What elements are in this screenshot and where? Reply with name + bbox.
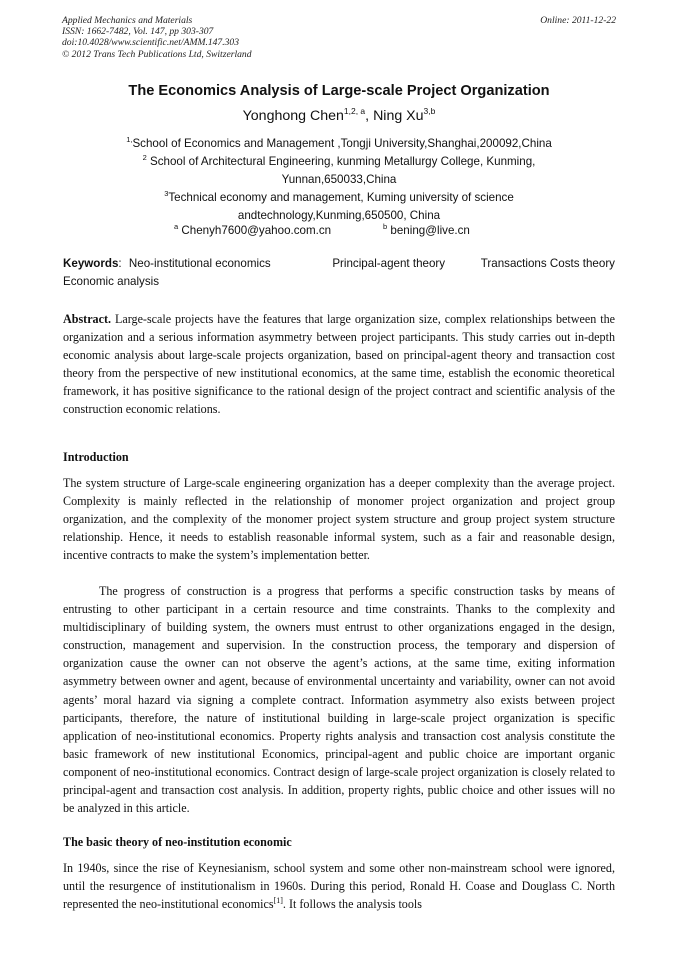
keyword: Economic analysis	[63, 275, 160, 288]
affiliation-text: Yunnan,650033,China	[281, 173, 397, 186]
keywords-label: Keywords	[63, 257, 119, 270]
paragraph-text: In 1940s, since the rise of Keynesianism, school system and some other non-mainstream school were ignored, until the resurgence of institutionalism in 1960s. During this period, Ronald H. Coase and Douglass C. North represented the neo-institutional economics	[63, 861, 615, 912]
author-line	[0, 108, 678, 124]
email-b	[383, 224, 470, 237]
paragraph	[63, 582, 615, 817]
keyword: Transactions Costs theory	[480, 257, 615, 270]
author-affiliation-mark: 1,2, a	[343, 106, 366, 116]
paper-title: The Economics Analysis of Large-scale Project Organization	[128, 83, 550, 99]
affiliation-3	[0, 189, 678, 225]
affiliation-text: School of Economics and Management ,Tongji University,Shanghai,200092,China	[132, 137, 552, 150]
section-heading: The basic theory of neo-institution economic	[63, 835, 292, 849]
keywords-colon: :	[118, 257, 122, 270]
affiliation-text: andtechnology,Kunming,650500, China	[237, 209, 441, 222]
paragraph	[63, 859, 615, 913]
email-text: Chenyh7600@yahoo.com.cn	[181, 224, 332, 237]
email-a	[174, 224, 331, 237]
email-mark: a	[174, 222, 179, 231]
section-heading: Introduction	[63, 450, 129, 464]
abstract	[63, 310, 615, 419]
keyword: Neo-institutional economics	[128, 257, 271, 270]
copyright-line: © 2012 Trans Tech Publications Ltd, Switzerland	[62, 48, 252, 60]
journal-header	[62, 15, 616, 60]
paragraph-text: . It follows the analysis tools	[282, 897, 422, 912]
affiliation-text: Technical economy and management, Kuming university of science	[168, 191, 514, 204]
email-text: bening@live.cn	[390, 224, 470, 237]
author-name: Ning Xu	[373, 108, 424, 124]
online-date: Online: 2011-12-22	[540, 15, 616, 26]
doi-line: doi:10.4028/www.scientific.net/AMM.147.303	[62, 37, 240, 49]
author-name: Yonghong Chen	[242, 108, 344, 124]
affiliation-mark: 3	[164, 189, 169, 198]
affiliation-mark: 1,	[126, 135, 133, 144]
keywords	[63, 255, 615, 291]
affiliation-text: School of Architectural Engineering, kunming Metallurgy College, Kunming,	[150, 155, 536, 168]
paragraph-text: The progress of construction is a progress that performs a specific construction tasks by means of entrusting to other participant in a certain resource and time constraints. Thanks to the complexity and multidisciplinary of building system, the owners must entrust to other organizations engaged in the design, construction, management and supervision. In the construction process, the temporary and dispersion of organization cause the owner can not observe the agent’s actions, at the same time, exiting information asymmetry between owner and agent, because of environmental uncertainty and variability, owner can not avoid agents’ moral hazard via signing a complete contract. Information asymmetry also exists between project participants, therefore, the nature of institutional building in large-scale project organization is specific application of neo-institutional economics. Property rights analysis and transaction cost analysis constitute the basic framework of new institutional Economics, principal-agent and public choice are important organic component of neo-institutional economics. Contract design of large-scale project organization is closely related to principal-agent and transaction cost analysis. In addition, property rights, public choice and other issues will no be analyzed in this article.	[63, 584, 615, 816]
author-separator: ,	[365, 108, 374, 124]
citation-mark: [1]	[273, 896, 283, 906]
email-mark: b	[383, 222, 388, 231]
affiliation-mark: 2	[142, 153, 147, 162]
abstract-label: Abstract.	[63, 312, 112, 326]
abstract-text: Large-scale projects have the features that large organization size, complex relationships between the organization and a serious information asymmetry between project participants. This study carries out in-depth economic analysis about large-scale projects organization, based on principal-agent theory and transaction cost theory from the perspective of new institutional economics, at the same time, establish the economic theoretical framework, it has positive significance to the rational design of the project contract and scientific analysis of the construction economic relations.	[63, 312, 615, 417]
affiliation-1	[0, 135, 678, 153]
affiliation-2	[0, 153, 678, 189]
paragraph	[63, 474, 615, 564]
paragraph-text: The system structure of Large-scale engineering organization has a deeper complexity than the average project. Complexity is mainly reflected in the relationship of monomer project organization and project group organization, and the complexity of the monomer project system structure and group project system structure relationship. Hence, it needs to establish reasonable informal system, such as a fair and reasonable design, incentive contracts to make the system’s implementation better.	[63, 476, 615, 563]
keyword: Principal-agent theory	[332, 257, 446, 270]
journal-name: Applied Mechanics and Materials	[62, 15, 193, 26]
issn-line: ISSN: 1662-7482, Vol. 147, pp 303-307	[62, 26, 214, 38]
author-affiliation-mark: 3,b	[423, 106, 436, 116]
